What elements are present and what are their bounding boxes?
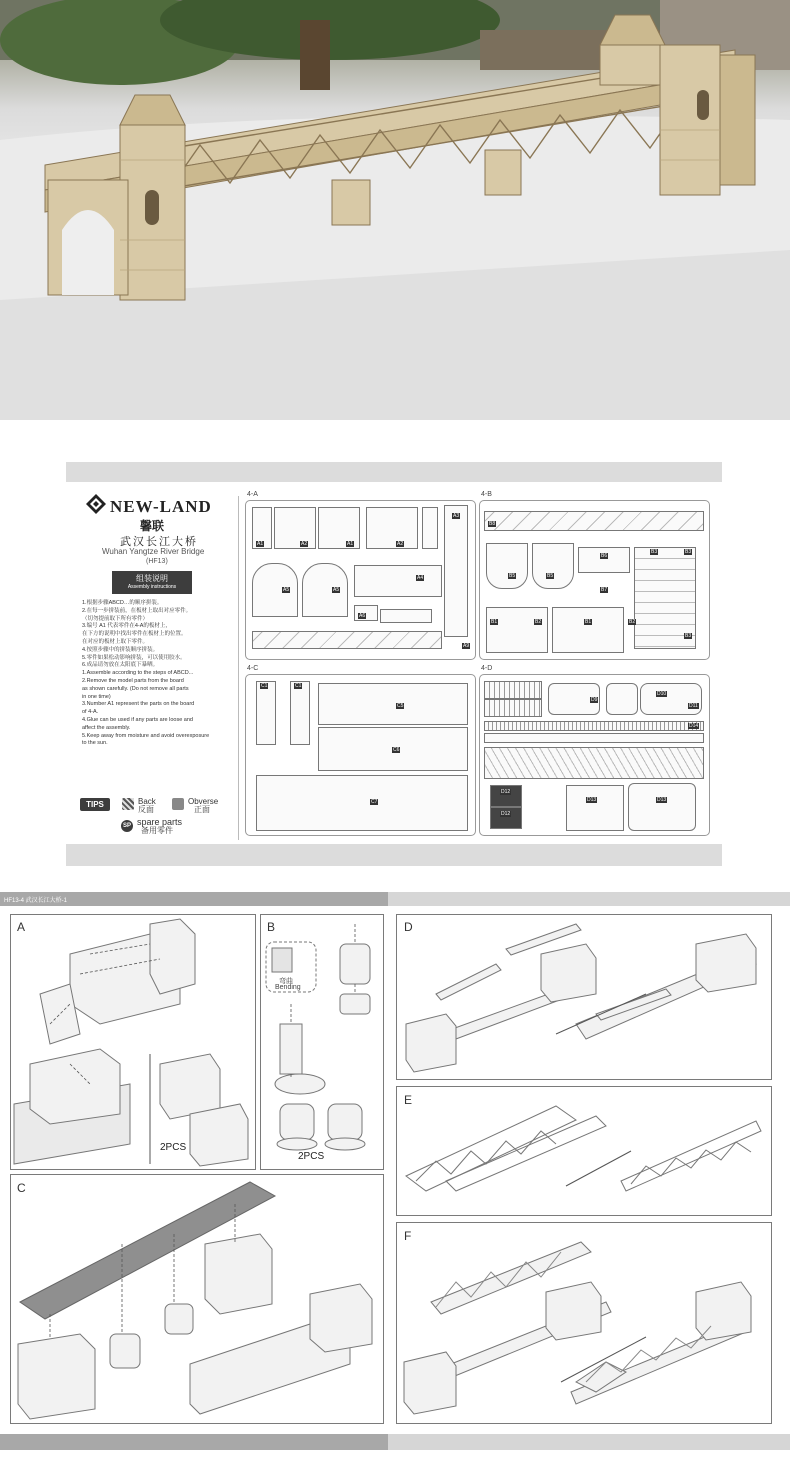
tips-badge: TIPS xyxy=(80,798,110,811)
part-tag: B5 xyxy=(509,573,516,579)
parts-board-4b xyxy=(479,500,710,660)
bending-label-cn: 弯曲 xyxy=(279,978,293,985)
part-tag: D11 xyxy=(689,703,698,709)
step-line: 5.Keep away from moisture and avoid overexposure xyxy=(82,732,210,739)
manual-header-text: HF13-4 武汉长江大桥-1 xyxy=(4,898,68,904)
step-line: 2.Remove the model parts from the board xyxy=(82,677,184,684)
part-tag: D9 xyxy=(591,697,598,703)
back-swatch-icon xyxy=(122,798,134,810)
part-tag: D14 xyxy=(689,723,699,729)
instructions-title-cn: 组装说明 xyxy=(136,574,168,583)
step-line: as shown carefully. (Do not remove all parts xyxy=(82,685,189,692)
back-label-en: Back xyxy=(138,797,156,806)
step-line: of 4-A. xyxy=(82,709,99,716)
part-tag: D13 xyxy=(587,797,597,803)
part-tag: C6 xyxy=(393,747,400,753)
part-tag: D13 xyxy=(657,797,667,803)
step-c-label: C xyxy=(17,1181,26,1195)
panel-label-4c: 4-C xyxy=(247,665,259,672)
part-tag: A1 xyxy=(347,541,354,547)
part-tag: C1 xyxy=(295,683,302,689)
step-line: affect the assembly. xyxy=(82,724,131,731)
bending-label-en: Bending xyxy=(275,984,301,991)
panel-label-4a: 4-A xyxy=(247,491,258,498)
step-b-qty: 2PCS xyxy=(298,1151,325,1162)
step-line: （切勿提前取下所有零件） xyxy=(82,615,149,622)
step-a-label: A xyxy=(17,920,26,934)
back-label-cn: 反面 xyxy=(138,805,154,814)
part-tag: B5 xyxy=(547,573,554,579)
part-tag: B1 xyxy=(491,619,498,625)
step-line: 在下方的说明中找出零件在板材上的位置。 xyxy=(82,631,187,638)
step-e-diagram xyxy=(396,1086,770,1214)
manual-header-bar-right xyxy=(388,892,790,906)
brand-name: NEW-LAND xyxy=(110,497,212,516)
part-tag: C5 xyxy=(397,703,404,709)
product-name-en: Wuhan Yangtze River Bridge xyxy=(102,547,205,556)
obverse-label-cn: 正面 xyxy=(194,805,210,814)
instructions-title-en: Assembly instructions xyxy=(127,584,177,590)
part-tag: A5 xyxy=(283,587,290,593)
obverse-swatch-icon xyxy=(172,798,184,810)
obverse-label-en: Obverse xyxy=(188,797,219,806)
step-line: to the sun. xyxy=(82,740,108,747)
part-tag: A2 xyxy=(301,541,308,547)
manual-footer-bar xyxy=(0,1434,388,1450)
part-tag: A3 xyxy=(453,513,460,519)
part-tag: B2 xyxy=(629,619,636,625)
parts-board-4c xyxy=(245,674,476,836)
step-line: 4.Glue can be used if any parts are loose and xyxy=(82,716,193,723)
part-tag: A4 xyxy=(417,575,424,581)
step-b-label: B xyxy=(267,920,276,934)
step-line: in one time) xyxy=(82,693,111,700)
bridge-model-illustration xyxy=(0,0,790,420)
parts-board-4a xyxy=(245,500,476,660)
bridge-model-photo xyxy=(0,0,790,420)
part-tag: D10 xyxy=(657,691,667,697)
part-tag: C7 xyxy=(371,799,378,805)
step-f-diagram xyxy=(396,1222,770,1422)
part-tag: A6 xyxy=(359,613,366,619)
sheet-divider xyxy=(238,496,239,840)
step-e-label: E xyxy=(404,1093,413,1107)
panel-label-4b: 4-B xyxy=(481,491,492,498)
parts-board-4d xyxy=(479,674,710,836)
step-a-qty: 2PCS xyxy=(160,1142,187,1153)
part-tag: A1 xyxy=(257,541,264,547)
part-tag: A2 xyxy=(397,541,404,547)
part-tag: B6 xyxy=(601,553,608,559)
part-tag: D12 xyxy=(501,811,511,817)
step-f-label: F xyxy=(404,1229,412,1243)
step-line: 在对应的板材上取下零件。 xyxy=(82,638,149,645)
step-line: 2.在每一步拼装前，在板材上取出对应零件。 xyxy=(82,607,192,614)
product-name-cn: 武汉长江大桥 xyxy=(120,536,198,548)
new-land-logo-icon xyxy=(86,494,106,514)
step-b-diagram xyxy=(260,914,382,1168)
part-tag: B3 xyxy=(685,549,692,555)
step-a-diagram xyxy=(10,914,254,1168)
part-tag: A5 xyxy=(333,587,340,593)
part-tag: B8 xyxy=(489,521,496,527)
part-tag: B3 xyxy=(651,549,658,555)
step-line: 1.Assemble according to the steps of ABCD... xyxy=(82,670,194,677)
step-line: 5.零件如果松动影响拼装，可以使用胶水。 xyxy=(82,654,186,661)
instructions-title-box xyxy=(112,571,192,594)
step-d-diagram xyxy=(396,914,770,1078)
step-line: 6.成品请勿放在太阳底下暴晒。 xyxy=(82,662,159,669)
spare-parts-label-en: spare parts xyxy=(137,817,183,827)
spare-parts-label-cn: 备用零件 xyxy=(141,826,173,835)
step-c-diagram xyxy=(10,1174,382,1422)
product-code: (HF13) xyxy=(146,558,168,565)
step-line: 4.按照步骤中的拼装顺序拼装。 xyxy=(82,646,159,653)
assembly-steps xyxy=(82,600,232,748)
part-tag: B1 xyxy=(585,619,592,625)
step-line: 3.Number A1 represent the parts on the board xyxy=(82,701,195,708)
step-d-label: D xyxy=(404,920,413,934)
manual-footer-bar-right xyxy=(388,1434,790,1450)
part-tag: A9 xyxy=(463,643,470,649)
step-line: 3.编号 A1 代表零件在4-A的板材上， xyxy=(82,623,171,630)
panel-label-4d: 4-D xyxy=(481,665,493,672)
step-line: 1.根据步骤ABCD…的顺序拼装。 xyxy=(82,600,163,606)
part-tag: B3 xyxy=(685,633,692,639)
part-tag: D12 xyxy=(501,789,511,795)
part-tag: B2 xyxy=(535,619,542,625)
spare-parts-badge: SP xyxy=(121,820,133,832)
part-tag: C1 xyxy=(261,683,268,689)
part-tag: B7 xyxy=(601,587,608,593)
brand-name-cn: 馨联 xyxy=(140,519,165,533)
